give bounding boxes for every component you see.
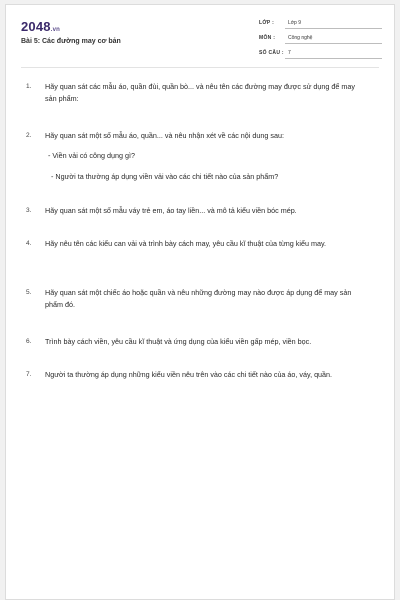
question-number: 2. <box>26 132 32 139</box>
worksheet-page <box>5 4 395 600</box>
question-text: Hãy quan sát một số mẫu váy trẻ em, áo tay liền... và mô tả kiểu viền bóc mép. <box>45 206 297 215</box>
question-text: Trình bày cách viền, yêu cầu kĩ thuật và ứng dụng của kiểu viền gấp mép, viền bọc. <box>45 337 312 346</box>
sub-question: - Viền vải có công dụng gì? <box>48 151 135 160</box>
header-divider <box>21 67 379 68</box>
meta-row-class <box>259 19 382 30</box>
meta-row-subject <box>259 34 382 45</box>
meta-label: MÔN : <box>259 35 276 41</box>
question-number: 7. <box>26 371 32 378</box>
logo-suffix: .vn <box>50 27 61 33</box>
meta-value: Lớp 9 <box>288 20 302 26</box>
meta-label: LỚP : <box>259 20 275 26</box>
meta-underline <box>285 28 382 29</box>
meta-value: 7 <box>288 50 291 56</box>
lesson-title: Bài 5: Các đường may cơ bản <box>21 38 121 45</box>
site-logo[interactable] <box>21 19 60 34</box>
sub-question: - Người ta thường áp dụng viền vải vào các chi tiết nào của sản phẩm? <box>51 172 279 181</box>
question-number: 1. <box>26 83 32 90</box>
question-number: 3. <box>26 207 32 214</box>
question-text: Người ta thường áp dụng những kiểu viền nêu trên vào các chi tiết nào của áo, váy, quần. <box>45 370 333 379</box>
meta-label: SỐ CÂU : <box>259 50 284 56</box>
meta-row-count <box>259 49 382 60</box>
meta-underline <box>285 43 382 44</box>
logo-text: 2048 <box>21 19 51 34</box>
question-text: Hãy nêu tên các kiểu can vải và trình bày cách may, yêu cầu kĩ thuật của từng kiểu may. <box>45 239 327 248</box>
question-text: Hãy quan sát các mẫu áo, quần đùi, quần bò... và nêu tên các đường may được sử dụng để may sản phẩm: <box>45 82 355 103</box>
meta-value: Công nghệ <box>288 35 313 41</box>
meta-underline <box>285 58 382 59</box>
question-number: 6. <box>26 338 32 345</box>
question-number: 4. <box>26 240 32 247</box>
question-text: Hãy quan sát một chiếc áo hoặc quần và nêu những đường may nào được áp dụng để may sản phẩm đó. <box>45 288 352 309</box>
question-number: 5. <box>26 289 32 296</box>
question-text: Hãy quan sát một số mẫu áo, quần... và nêu nhận xét về các nội dung sau: <box>45 131 284 140</box>
